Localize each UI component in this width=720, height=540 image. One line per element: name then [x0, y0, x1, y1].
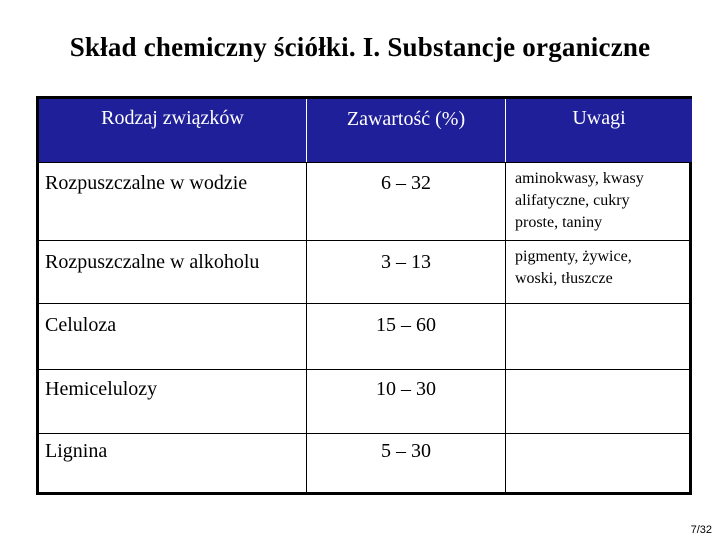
notes-cell	[505, 304, 692, 370]
content-percent-cell: 6 – 32	[306, 163, 505, 241]
table-row	[39, 162, 689, 241]
notes-cell	[505, 370, 692, 434]
compound-type-cell: Celuloza	[45, 314, 117, 336]
header-content-percent: Zawartość (%)	[306, 99, 505, 162]
notes-line: pigmenty, żywice,	[515, 248, 632, 265]
notes-cell	[505, 241, 692, 304]
notes-line: woski, tłuszcze	[515, 270, 613, 287]
compound-type-cell: Rozpuszczalne w alkoholu	[45, 251, 260, 273]
content-percent-cell: 15 – 60	[306, 304, 505, 370]
header-notes: Uwagi	[505, 99, 692, 162]
notes-line: aminokwasy, kwasy	[515, 170, 644, 187]
content-percent-cell: 5 – 30	[306, 434, 505, 493]
notes-cell	[505, 434, 692, 493]
notes-cell	[505, 163, 692, 241]
compound-type-cell: Lignina	[45, 440, 108, 462]
notes-line: alifatyczne, cukry	[515, 192, 630, 209]
content-percent-cell: 10 – 30	[306, 370, 505, 434]
table-row	[39, 369, 689, 434]
notes-line: proste, taniny	[515, 214, 603, 231]
content-percent-cell: 3 – 13	[306, 241, 505, 304]
slide-title: Skład chemiczny ściółki. I. Substancje organiczne	[69, 32, 651, 62]
table-row	[39, 240, 689, 304]
header-compound-type: Rodzaj związków	[39, 99, 306, 162]
table-row	[39, 433, 689, 493]
compound-type-cell: Hemicelulozy	[45, 378, 158, 400]
page-number: 7/32	[690, 524, 712, 536]
compound-type-cell: Rozpuszczalne w wodzie	[45, 172, 248, 194]
composition-table	[36, 96, 692, 495]
table-row	[39, 303, 689, 370]
table-header-row	[39, 99, 689, 162]
